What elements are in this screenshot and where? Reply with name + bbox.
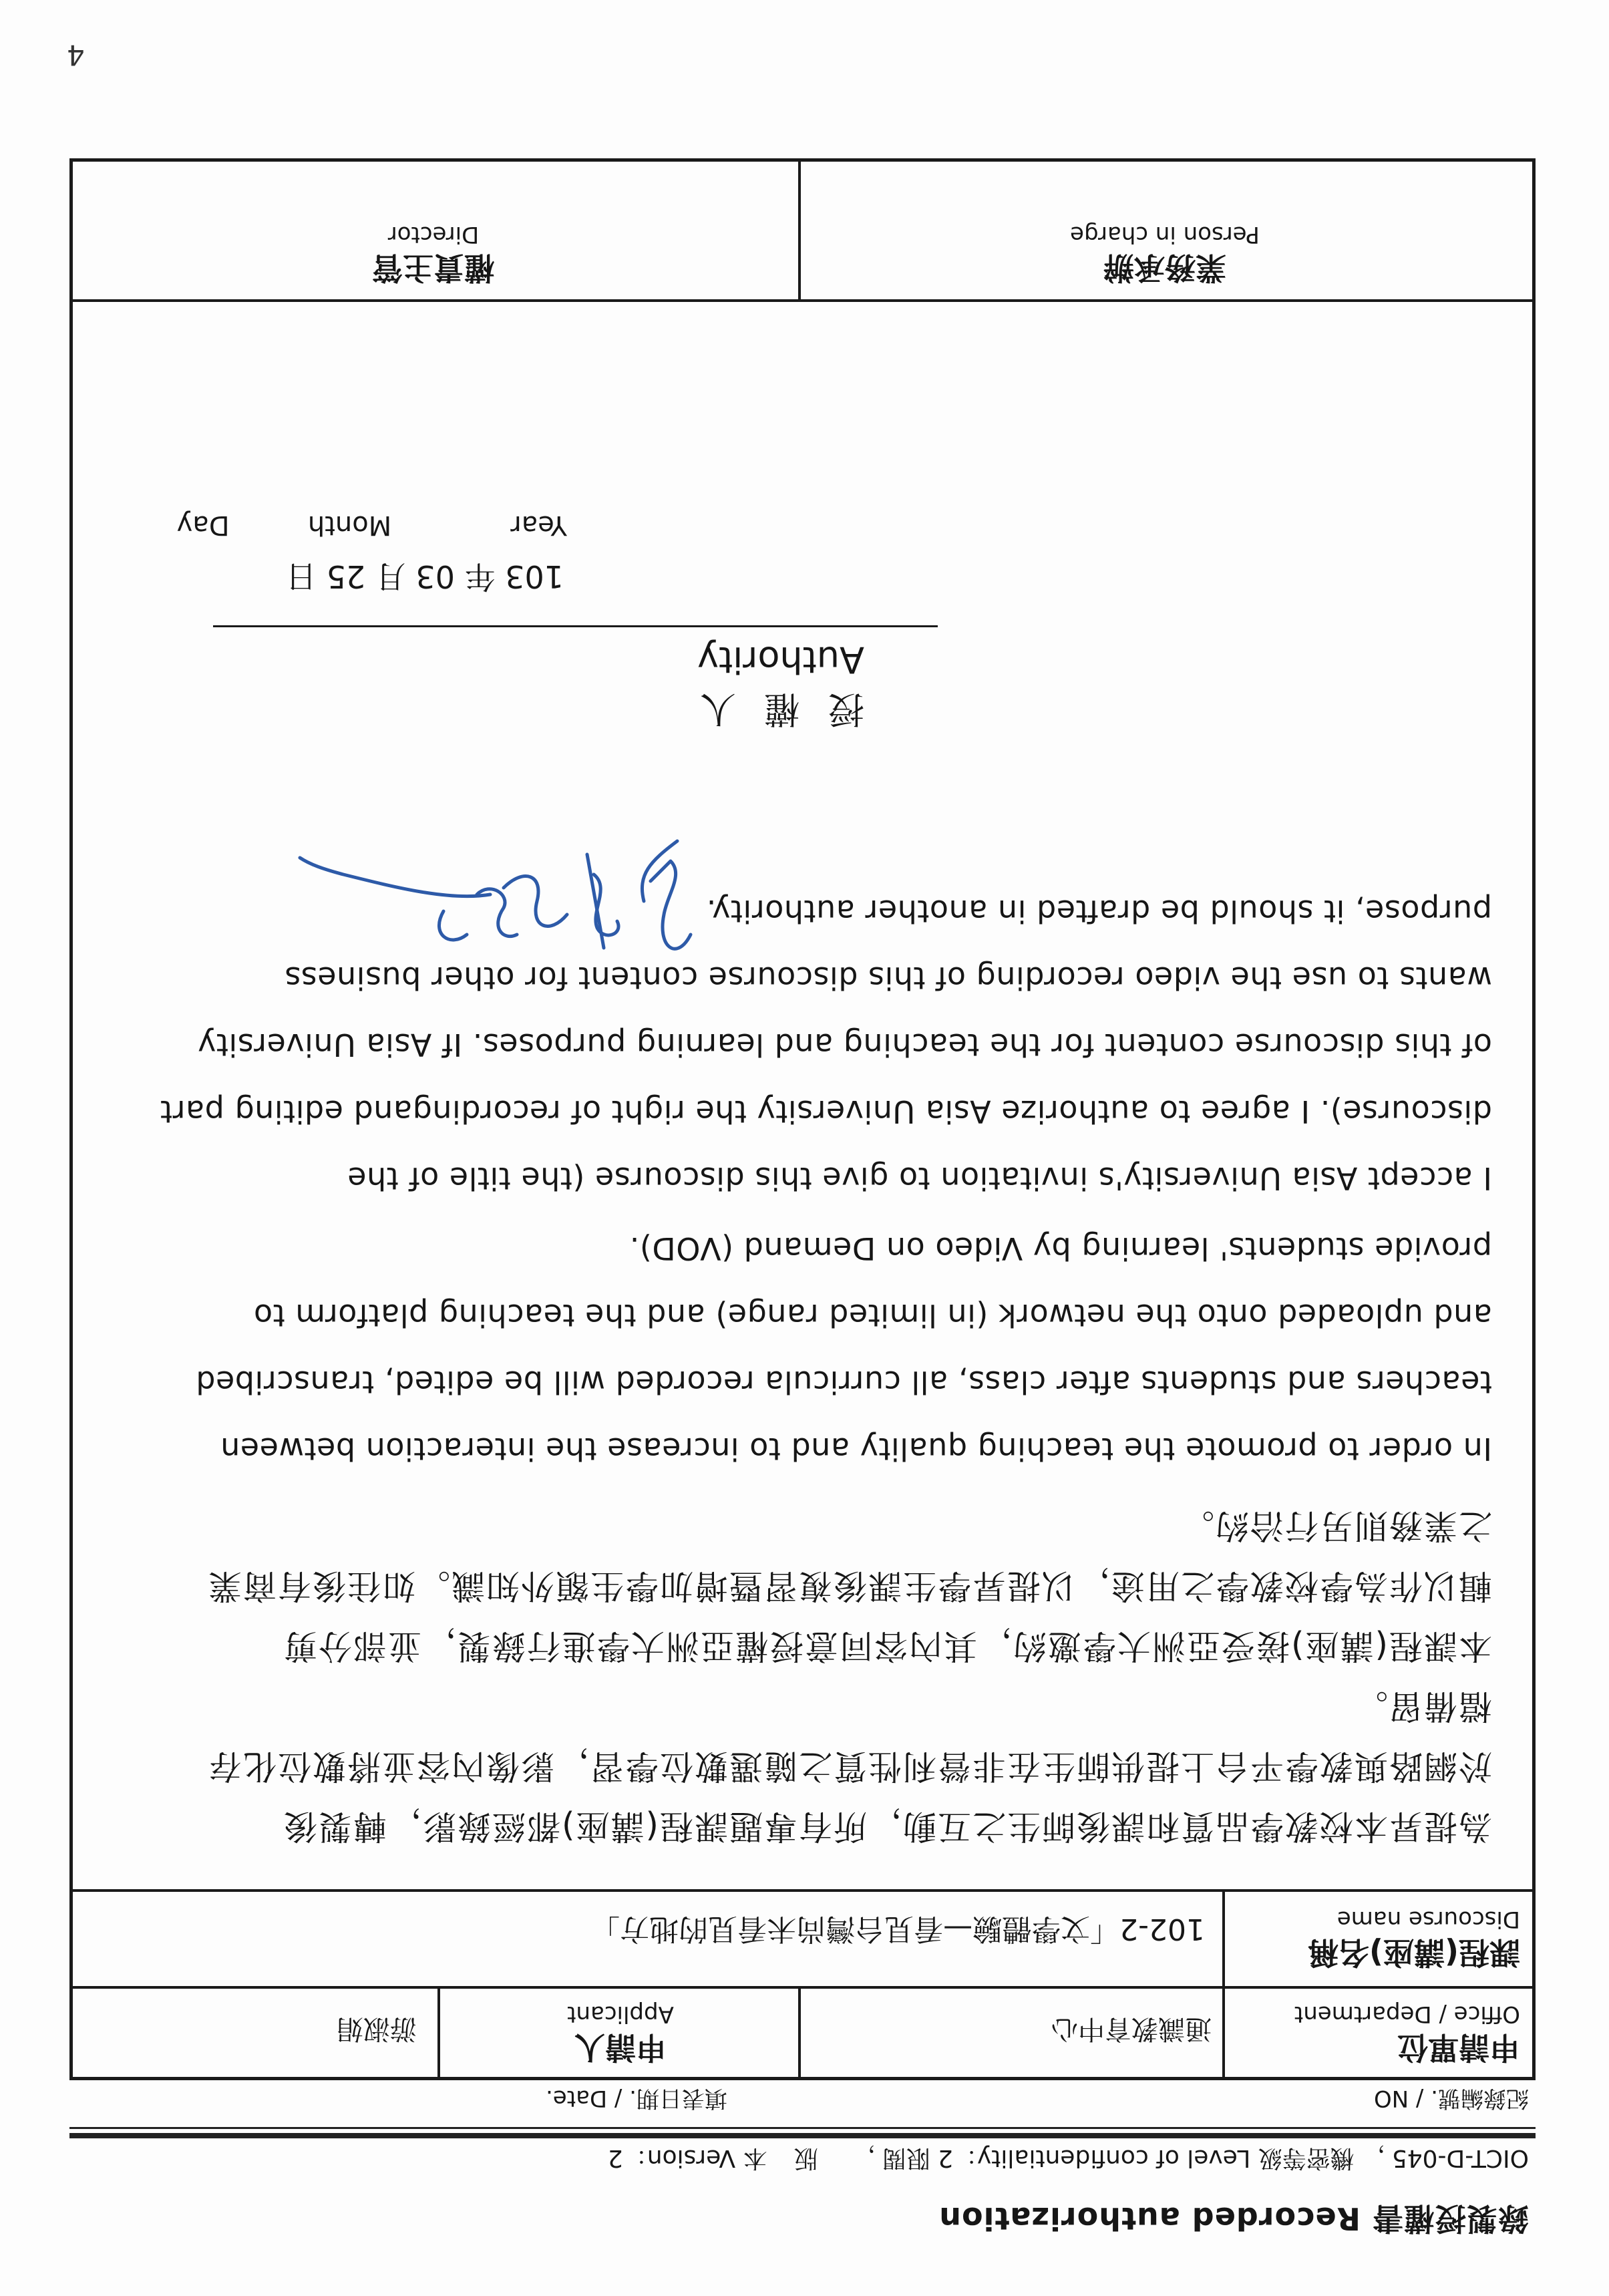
column-divider — [1222, 1892, 1225, 1989]
director-label-en: Director — [387, 221, 480, 248]
english-paragraph-2: I accept Asia University's invitation to give this discourse (the title of the discourse). I agree to authorize Asia University the right of recordingand editing part of this discourse content for the teaching and learning purposes. If Asia University wants to use the video recording of this discourse content for other business purpose, it should be drafted in another authority. — [160, 893, 1492, 1196]
classification-label: 機密等級 Level of confidentiality：2 限閱 — [882, 2144, 1355, 2172]
signing-date — [286, 556, 564, 601]
date-unit-labels — [177, 510, 567, 540]
column-divider — [437, 1989, 440, 2077]
person-in-charge-label-zh: 業務承辦 — [1103, 250, 1226, 286]
handwritten-signature — [290, 801, 704, 975]
row-divider — [73, 1986, 1532, 1989]
authority-label-zh: 授權人 — [672, 688, 864, 730]
course-cell — [1308, 1906, 1520, 1977]
date-year-unit: 年 — [464, 558, 496, 595]
edition-label: 版 — [793, 2144, 818, 2172]
date-month: 03 — [415, 558, 455, 595]
authorization-form — [69, 158, 1536, 2080]
chinese-paragraph-2: 本課程(講座)接受亞洲大學邀約，其內容同意授權亞洲大學進行錄製，並部分剪 輯以作為學校教學之用途，以提昇學生課後複習暨增加學生額外知識。如往後有商業 之業務則另行洽約。 — [207, 1506, 1492, 1665]
course-value: 102-2「文學體驗—看見台灣尚未看見的地方」 — [590, 1912, 1205, 1946]
applicant-cell — [457, 2001, 784, 2072]
column-divider — [1222, 1989, 1225, 2077]
header-rule-thin — [69, 2127, 1536, 2129]
date-year: 103 — [505, 558, 564, 595]
record-number-label: 紀錄編號. / NO — [1373, 2085, 1529, 2112]
person-in-charge-label-en: Person in charge — [1070, 221, 1260, 248]
course-label-zh: 課程(講座)名稱 — [1307, 1935, 1520, 1971]
director-cell — [79, 221, 787, 292]
office-label-en: Office / Department — [1294, 2001, 1520, 2027]
chinese-paragraph-1: 為提昇本校教學品質和課後師生之互動，所有專題課程(講座)都經錄影，轉製後 於網路與教學平台上提供師生在非營利性質之隨選數位學習，影像內容並將數位化存 檔備留。 — [207, 1687, 1492, 1846]
column-divider — [798, 1989, 801, 2077]
date-day-unit: 日 — [285, 558, 317, 595]
course-label-en: Discourse name — [1336, 1906, 1520, 1933]
applicant-label-zh: 申請人 — [574, 2029, 667, 2066]
year-label: Year — [510, 510, 567, 540]
month-label: Month — [307, 510, 392, 540]
version-label: 本 Version：2 — [607, 2144, 767, 2172]
header-rule — [69, 2133, 1536, 2138]
row-divider — [73, 1889, 1532, 1892]
date-month-unit: 月 — [375, 558, 406, 595]
office-value: 通識教育中心 — [1051, 2013, 1212, 2044]
document-meta-line: OICT-D-045，機密等級 Level of confidentiality：2 限閱，版本 Version：2 — [607, 2144, 1529, 2172]
office-cell — [1294, 2001, 1520, 2072]
applicant-label-en: Applicant — [567, 2001, 674, 2027]
signature-line — [213, 625, 938, 627]
person-in-charge-cell — [811, 221, 1519, 292]
form-code: OICT-D-045 — [1391, 2144, 1529, 2172]
office-label-zh: 申請單位 — [1397, 2029, 1520, 2066]
page-number: 4 — [67, 39, 85, 71]
applicant-value: 游淑娟 — [337, 2013, 417, 2044]
date-day: 25 — [326, 558, 366, 595]
authority-label-en: Authority — [697, 639, 864, 681]
director-label-zh: 權責主管 — [372, 250, 495, 286]
fill-date-label: 填表日期. / Date. — [546, 2085, 727, 2112]
row-divider — [73, 299, 1532, 302]
day-label: Day — [176, 510, 230, 540]
english-paragraph-1: In order to promote the teaching quality and to increase the interaction between teachers and students after class, all curricula recorded will be edited, transcribed and uploaded onto the network (in limited range) and the teaching platform to provide students' learning by Video on Demand (VOD). — [195, 1231, 1492, 1467]
document-title: 錄製授權書 Recorded authorization — [938, 2200, 1529, 2237]
column-divider — [798, 158, 801, 302]
